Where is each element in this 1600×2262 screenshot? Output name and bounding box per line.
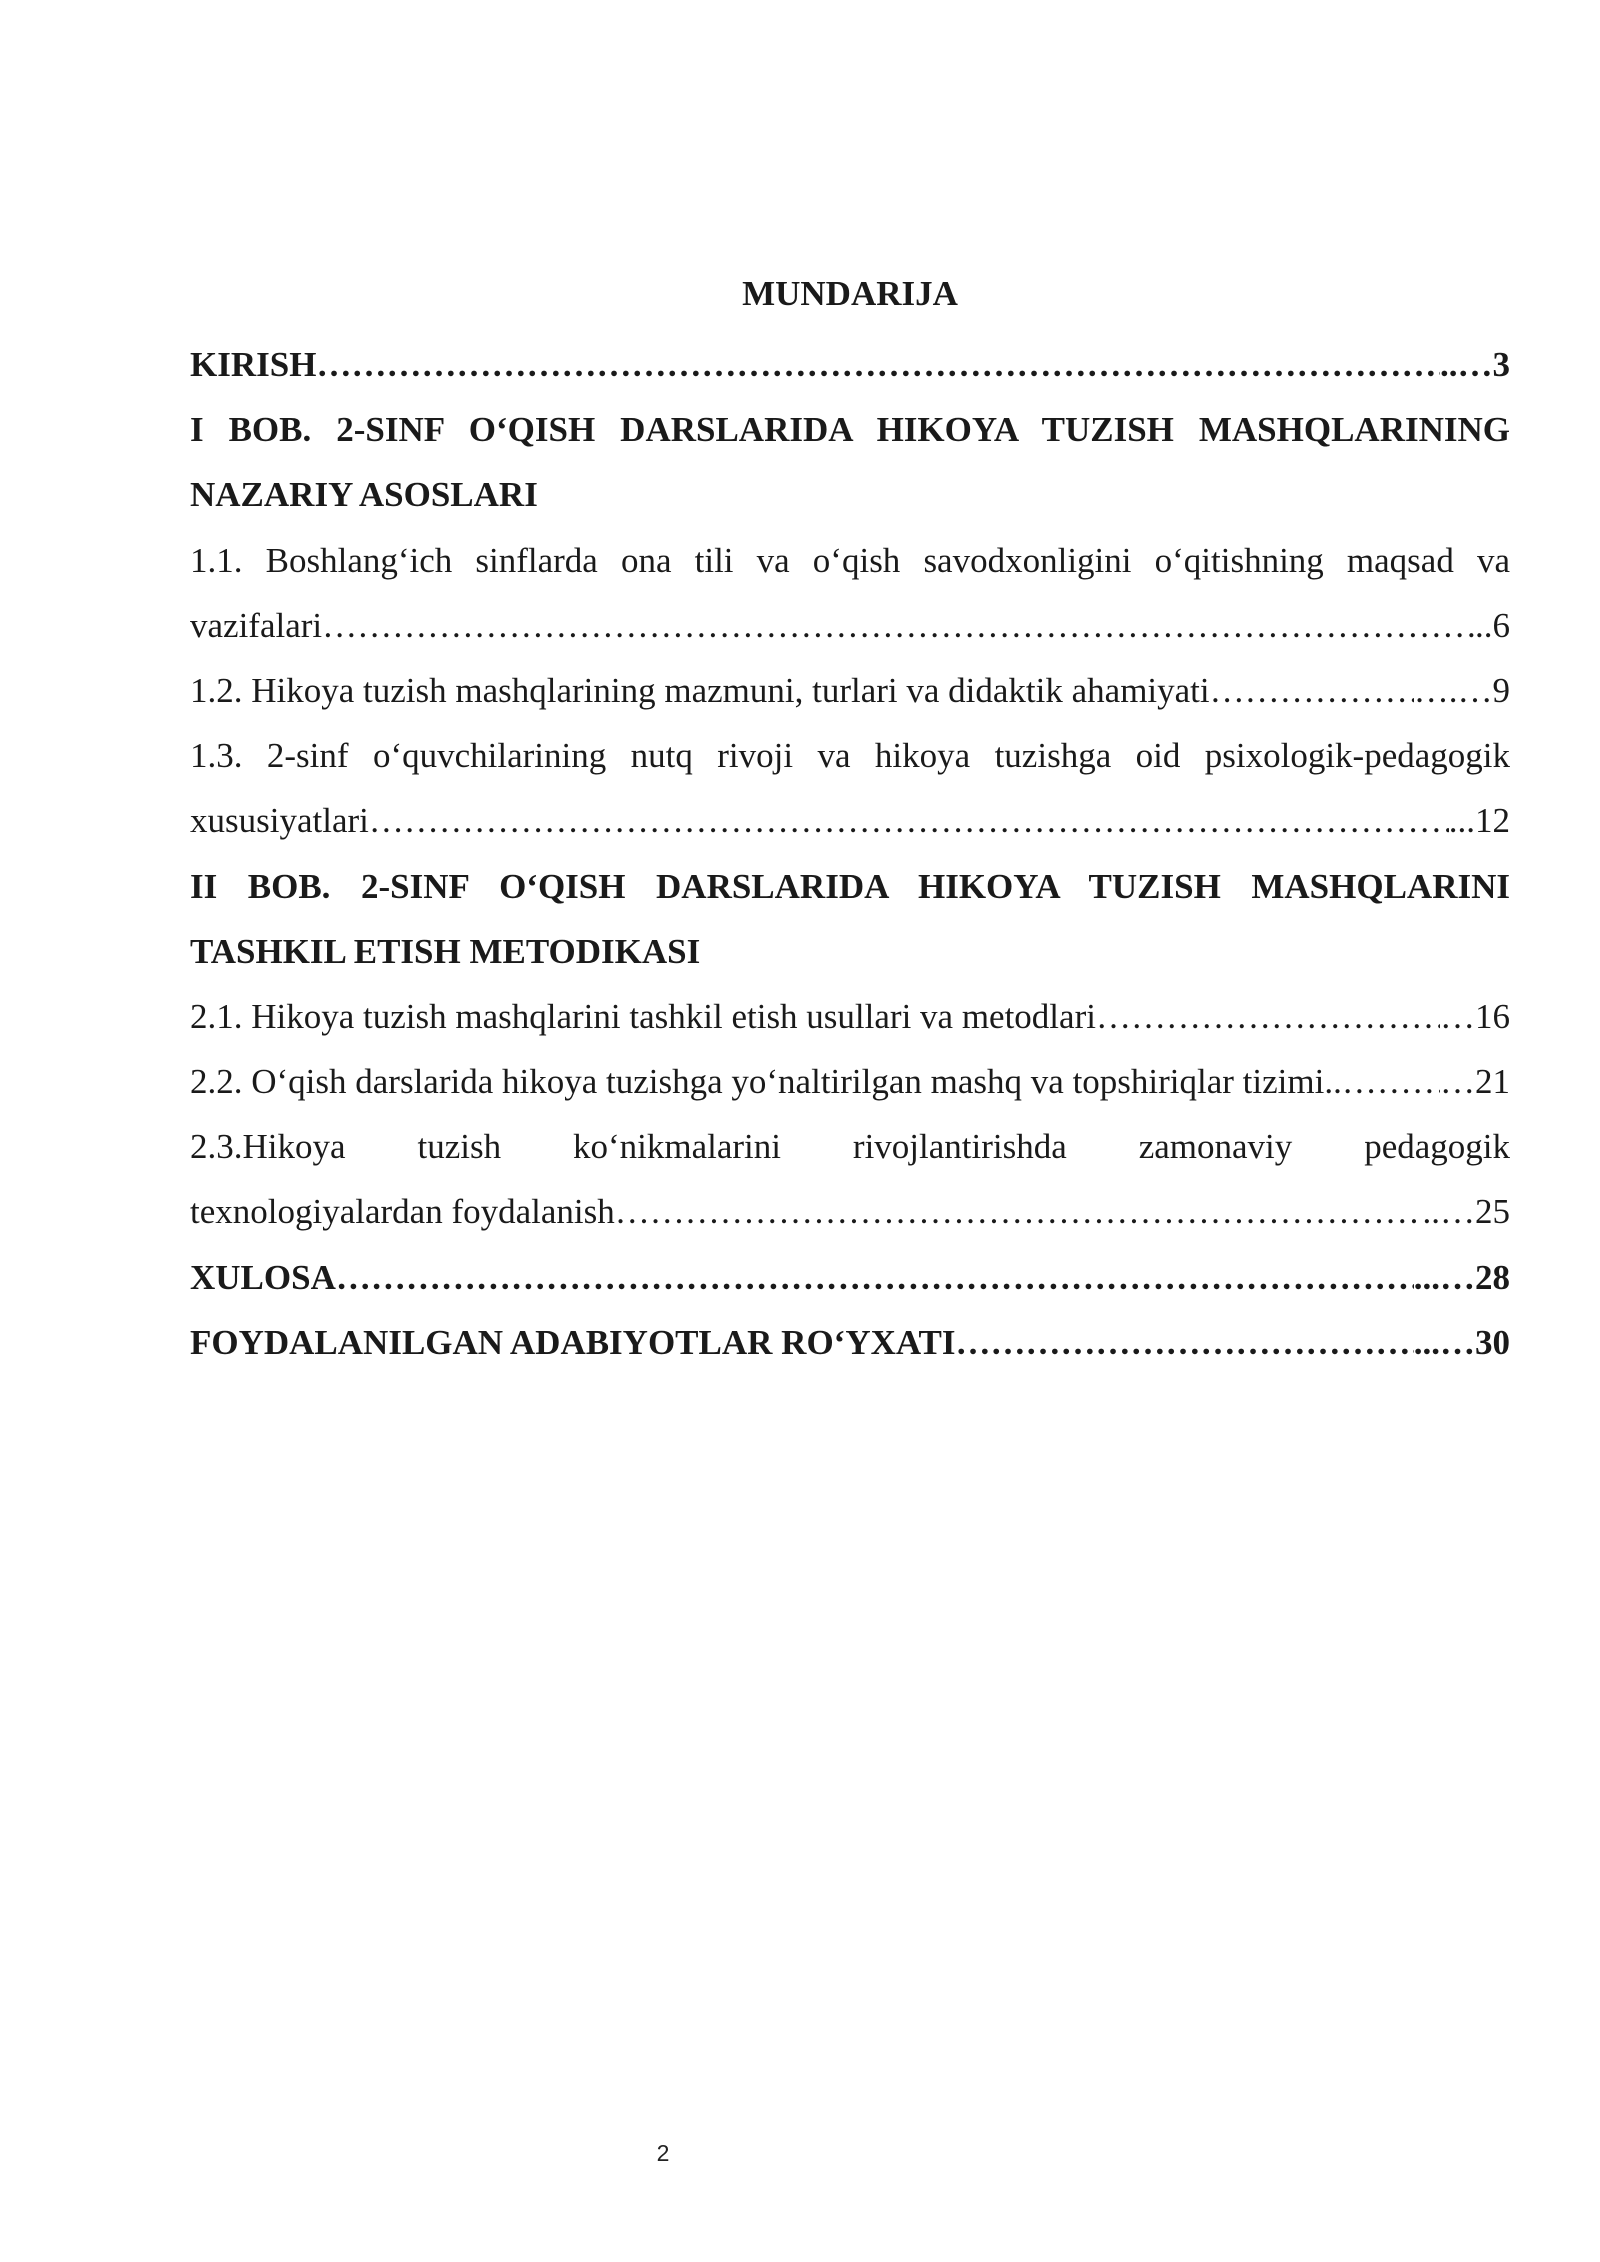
toc-section-1-2[interactable]	[190, 658, 1510, 723]
toc-entry-page: ..…25	[1422, 1192, 1510, 1232]
toc-title: MUNDARIJA	[742, 274, 958, 313]
toc-entry-page: ….…9	[1413, 670, 1510, 710]
toc-section-1-1-line-1[interactable]: 1.1. Boshlang‘ich sinflarda ona tili va o‘qish savodxonligini o‘qitishning maqsad va	[190, 540, 1510, 580]
toc-entry-text: KIRISH	[190, 345, 317, 384]
toc-section-2-3-line-2[interactable]	[190, 1179, 1510, 1244]
toc-chapter-1-line-1[interactable]: I BOB. 2-SINF O‘QISH DARSLARIDA HIKOYA TUZISH MASHQLARINING	[190, 410, 1510, 450]
toc-section-2-1[interactable]	[190, 984, 1510, 1049]
toc-entry-text: TASHKIL ETISH METODIKASI	[190, 931, 701, 971]
dot-leader	[1096, 984, 1440, 1049]
dot-leader	[1342, 1049, 1440, 1114]
dot-leader	[336, 1245, 1414, 1310]
toc-entry-page: …16	[1440, 996, 1510, 1036]
toc-entry-text: vazifalari	[190, 605, 323, 645]
dot-leader	[369, 788, 1449, 853]
toc-entry-text: xususiyatlari	[190, 801, 369, 841]
dot-leader	[316, 332, 1440, 397]
toc-entry-text: 1.2. Hikoya tuzish mashqlarining mazmuni, turlari va didaktik ahamiyati	[190, 670, 1210, 710]
toc-section-1-1-line-2[interactable]	[190, 593, 1510, 658]
toc-chapter-2-line-2[interactable]	[190, 919, 1510, 984]
toc-entry-page: ...12	[1448, 801, 1510, 841]
toc-chapter-2-line-1[interactable]: II BOB. 2-SINF O‘QISH DARSLARIDA HIKOYA TUZISH MASHQLARINI	[190, 866, 1510, 906]
dot-leader	[1210, 658, 1414, 723]
toc-entry-page: ..…3	[1440, 345, 1510, 384]
toc-entry-xulosa[interactable]	[190, 1245, 1510, 1310]
toc-entry-page: …21	[1440, 1062, 1510, 1102]
dot-leader	[615, 1179, 1423, 1244]
toc-section-2-2[interactable]	[190, 1049, 1510, 1114]
toc-entry-page: ...…30	[1413, 1322, 1510, 1362]
table-of-contents	[190, 268, 1510, 1375]
toc-section-1-3-line-1[interactable]: 1.3. 2-sinf o‘quvchilarining nutq rivoji va hikoya tuzishga oid psixologik-pedagogik	[190, 736, 1510, 776]
toc-entry-text: XULOSA	[190, 1257, 336, 1297]
toc-section-1-3-line-2[interactable]	[190, 788, 1510, 853]
toc-chapter-1-line-2[interactable]	[190, 462, 1510, 527]
dot-leader	[956, 1310, 1414, 1375]
toc-entry-text: NAZARIY ASOSLARI	[190, 475, 538, 515]
dot-leader	[322, 593, 1475, 658]
page-number: 2	[656, 2140, 670, 2166]
toc-entry-text: FOYDALANILGAN ADABIYOTLAR RO‘YXATI	[190, 1322, 956, 1362]
toc-entry-adabiyotlar[interactable]	[190, 1310, 1510, 1375]
toc-entry-kirish[interactable]	[190, 332, 1510, 397]
toc-entry-page: ...…28	[1413, 1257, 1510, 1297]
toc-entry-text: 2.2. O‘qish darslarida hikoya tuzishga yo‘naltirilgan mashq va topshiriqlar tizimi..	[190, 1062, 1342, 1102]
toc-entry-text: 2.1. Hikoya tuzish mashqlarini tashkil etish usullari va metodlari	[190, 996, 1096, 1036]
toc-section-2-3-line-1[interactable]: 2.3.Hikoya tuzish ko‘nikmalarini rivojlantirishda zamonaviy pedagogik	[190, 1127, 1510, 1167]
toc-entry-text: texnologiyalardan foydalanish	[190, 1192, 615, 1232]
toc-entry-page: ..6	[1475, 605, 1510, 645]
